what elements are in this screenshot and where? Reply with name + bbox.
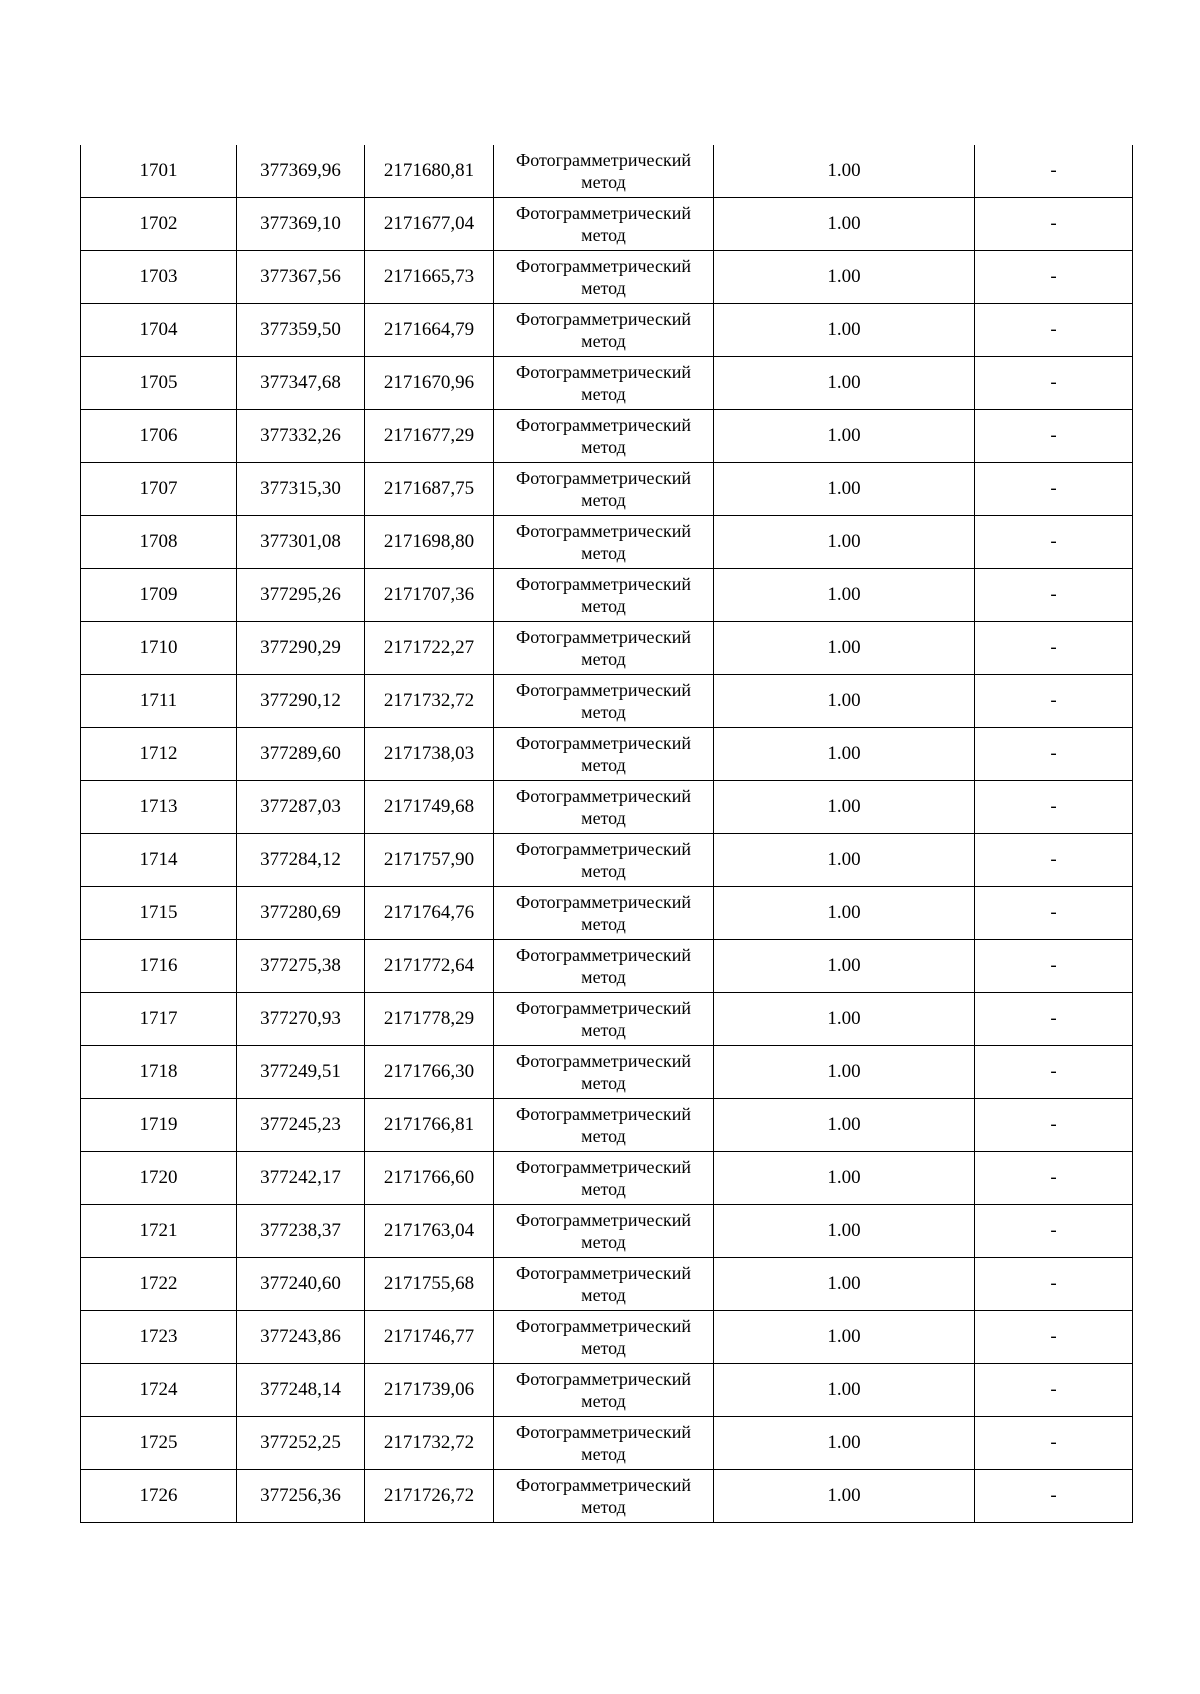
method-line-1: Фотограмметрический (516, 1316, 691, 1336)
method-cell (494, 728, 714, 781)
method-line-1: Фотограмметрический (516, 521, 691, 541)
method-line-1: Фотограмметрический (516, 309, 691, 329)
method-line-2: метод (581, 1126, 626, 1146)
method-line-2: метод (581, 649, 626, 669)
point-number-cell: 1705 (81, 357, 237, 410)
note-cell: - (975, 1152, 1133, 1205)
note-cell: - (975, 410, 1133, 463)
method-line-1: Фотограмметрический (516, 150, 691, 170)
x-coordinate-cell: 377301,08 (237, 516, 365, 569)
method-line-1: Фотограмметрический (516, 786, 691, 806)
x-coordinate-cell: 377289,60 (237, 728, 365, 781)
accuracy-cell: 1.00 (714, 781, 975, 834)
method-line-2: метод (581, 1497, 626, 1517)
accuracy-cell: 1.00 (714, 198, 975, 251)
x-coordinate-cell: 377270,93 (237, 993, 365, 1046)
accuracy-cell: 1.00 (714, 1152, 975, 1205)
table-row (81, 1099, 1133, 1152)
x-coordinate-cell: 377332,26 (237, 410, 365, 463)
method-line-1: Фотограмметрический (516, 203, 691, 223)
table-row (81, 781, 1133, 834)
note-cell: - (975, 887, 1133, 940)
y-coordinate-cell: 2171732,72 (365, 675, 494, 728)
accuracy-cell: 1.00 (714, 675, 975, 728)
y-coordinate-cell: 2171749,68 (365, 781, 494, 834)
accuracy-cell: 1.00 (714, 1311, 975, 1364)
table-row (81, 993, 1133, 1046)
point-number-cell: 1704 (81, 304, 237, 357)
note-cell: - (975, 1258, 1133, 1311)
point-number-cell: 1711 (81, 675, 237, 728)
accuracy-cell: 1.00 (714, 1417, 975, 1470)
y-coordinate-cell: 2171677,29 (365, 410, 494, 463)
table-row (81, 198, 1133, 251)
method-cell (494, 251, 714, 304)
point-number-cell: 1708 (81, 516, 237, 569)
method-line-1: Фотограмметрический (516, 998, 691, 1018)
accuracy-cell: 1.00 (714, 1046, 975, 1099)
x-coordinate-cell: 377240,60 (237, 1258, 365, 1311)
table-row (81, 1417, 1133, 1470)
note-cell: - (975, 304, 1133, 357)
accuracy-cell: 1.00 (714, 1258, 975, 1311)
accuracy-cell: 1.00 (714, 1470, 975, 1523)
y-coordinate-cell: 2171722,27 (365, 622, 494, 675)
method-cell (494, 410, 714, 463)
note-cell: - (975, 1099, 1133, 1152)
accuracy-cell: 1.00 (714, 993, 975, 1046)
x-coordinate-cell: 377315,30 (237, 463, 365, 516)
method-line-2: метод (581, 596, 626, 616)
y-coordinate-cell: 2171766,30 (365, 1046, 494, 1099)
accuracy-cell: 1.00 (714, 622, 975, 675)
method-line-2: метод (581, 331, 626, 351)
point-number-cell: 1703 (81, 251, 237, 304)
x-coordinate-cell: 377287,03 (237, 781, 365, 834)
y-coordinate-cell: 2171664,79 (365, 304, 494, 357)
x-coordinate-cell: 377275,38 (237, 940, 365, 993)
x-coordinate-cell: 377295,26 (237, 569, 365, 622)
note-cell: - (975, 675, 1133, 728)
table-row (81, 622, 1133, 675)
coordinates-table (80, 145, 1133, 1523)
y-coordinate-cell: 2171764,76 (365, 887, 494, 940)
method-cell (494, 1311, 714, 1364)
method-line-1: Фотограмметрический (516, 1157, 691, 1177)
note-cell: - (975, 1205, 1133, 1258)
y-coordinate-cell: 2171670,96 (365, 357, 494, 410)
point-number-cell: 1723 (81, 1311, 237, 1364)
method-line-2: метод (581, 278, 626, 298)
y-coordinate-cell: 2171726,72 (365, 1470, 494, 1523)
method-line-2: метод (581, 861, 626, 881)
accuracy-cell: 1.00 (714, 304, 975, 357)
x-coordinate-cell: 377290,29 (237, 622, 365, 675)
point-number-cell: 1724 (81, 1364, 237, 1417)
method-line-2: метод (581, 1020, 626, 1040)
method-line-2: метод (581, 384, 626, 404)
note-cell: - (975, 1046, 1133, 1099)
point-number-cell: 1713 (81, 781, 237, 834)
table-row (81, 887, 1133, 940)
point-number-cell: 1719 (81, 1099, 237, 1152)
x-coordinate-cell: 377256,36 (237, 1470, 365, 1523)
method-line-2: метод (581, 808, 626, 828)
table-row (81, 1152, 1133, 1205)
table-row (81, 251, 1133, 304)
point-number-cell: 1720 (81, 1152, 237, 1205)
method-line-1: Фотограмметрический (516, 1422, 691, 1442)
note-cell: - (975, 357, 1133, 410)
method-cell (494, 622, 714, 675)
table-row (81, 1258, 1133, 1311)
method-cell (494, 1152, 714, 1205)
note-cell: - (975, 781, 1133, 834)
table-row (81, 516, 1133, 569)
point-number-cell: 1710 (81, 622, 237, 675)
table-row (81, 357, 1133, 410)
accuracy-cell: 1.00 (714, 728, 975, 781)
method-cell (494, 887, 714, 940)
y-coordinate-cell: 2171680,81 (365, 145, 494, 198)
point-number-cell: 1717 (81, 993, 237, 1046)
method-line-2: метод (581, 437, 626, 457)
x-coordinate-cell: 377284,12 (237, 834, 365, 887)
x-coordinate-cell: 377359,50 (237, 304, 365, 357)
method-line-2: метод (581, 755, 626, 775)
method-line-2: метод (581, 1285, 626, 1305)
x-coordinate-cell: 377290,12 (237, 675, 365, 728)
y-coordinate-cell: 2171738,03 (365, 728, 494, 781)
note-cell: - (975, 728, 1133, 781)
point-number-cell: 1716 (81, 940, 237, 993)
method-line-2: метод (581, 1179, 626, 1199)
note-cell: - (975, 569, 1133, 622)
method-line-2: метод (581, 225, 626, 245)
method-cell (494, 993, 714, 1046)
table-row (81, 1470, 1133, 1523)
method-line-2: метод (581, 1338, 626, 1358)
method-line-2: метод (581, 967, 626, 987)
accuracy-cell: 1.00 (714, 940, 975, 993)
accuracy-cell: 1.00 (714, 887, 975, 940)
method-line-1: Фотограмметрический (516, 574, 691, 594)
y-coordinate-cell: 2171665,73 (365, 251, 494, 304)
note-cell: - (975, 1417, 1133, 1470)
x-coordinate-cell: 377245,23 (237, 1099, 365, 1152)
note-cell: - (975, 1311, 1133, 1364)
accuracy-cell: 1.00 (714, 357, 975, 410)
y-coordinate-cell: 2171677,04 (365, 198, 494, 251)
method-cell (494, 145, 714, 198)
note-cell: - (975, 834, 1133, 887)
note-cell: - (975, 198, 1133, 251)
x-coordinate-cell: 377242,17 (237, 1152, 365, 1205)
method-cell (494, 940, 714, 993)
method-line-1: Фотограмметрический (516, 256, 691, 276)
method-line-2: метод (581, 702, 626, 722)
method-line-1: Фотограмметрический (516, 468, 691, 488)
table-row (81, 410, 1133, 463)
method-line-1: Фотограмметрический (516, 1051, 691, 1071)
method-cell (494, 1417, 714, 1470)
y-coordinate-cell: 2171772,64 (365, 940, 494, 993)
table-row (81, 463, 1133, 516)
y-coordinate-cell: 2171687,75 (365, 463, 494, 516)
point-number-cell: 1702 (81, 198, 237, 251)
method-line-1: Фотограмметрический (516, 627, 691, 647)
method-line-2: метод (581, 1232, 626, 1252)
method-cell (494, 834, 714, 887)
y-coordinate-cell: 2171778,29 (365, 993, 494, 1046)
x-coordinate-cell: 377252,25 (237, 1417, 365, 1470)
note-cell: - (975, 993, 1133, 1046)
y-coordinate-cell: 2171766,81 (365, 1099, 494, 1152)
x-coordinate-cell: 377243,86 (237, 1311, 365, 1364)
point-number-cell: 1714 (81, 834, 237, 887)
note-cell: - (975, 516, 1133, 569)
table-row (81, 304, 1133, 357)
point-number-cell: 1712 (81, 728, 237, 781)
accuracy-cell: 1.00 (714, 251, 975, 304)
point-number-cell: 1707 (81, 463, 237, 516)
table-row (81, 940, 1133, 993)
method-line-1: Фотограмметрический (516, 839, 691, 859)
method-line-1: Фотограмметрический (516, 1475, 691, 1495)
table-row (81, 1046, 1133, 1099)
point-number-cell: 1722 (81, 1258, 237, 1311)
point-number-cell: 1726 (81, 1470, 237, 1523)
note-cell: - (975, 251, 1133, 304)
note-cell: - (975, 463, 1133, 516)
point-number-cell: 1715 (81, 887, 237, 940)
point-number-cell: 1706 (81, 410, 237, 463)
method-cell (494, 569, 714, 622)
y-coordinate-cell: 2171766,60 (365, 1152, 494, 1205)
x-coordinate-cell: 377238,37 (237, 1205, 365, 1258)
method-cell (494, 198, 714, 251)
y-coordinate-cell: 2171746,77 (365, 1311, 494, 1364)
point-number-cell: 1721 (81, 1205, 237, 1258)
accuracy-cell: 1.00 (714, 410, 975, 463)
note-cell: - (975, 1470, 1133, 1523)
note-cell: - (975, 622, 1133, 675)
table-row (81, 569, 1133, 622)
method-line-2: метод (581, 543, 626, 563)
method-line-1: Фотограмметрический (516, 1210, 691, 1230)
method-cell (494, 781, 714, 834)
method-cell (494, 1258, 714, 1311)
table-row (81, 1364, 1133, 1417)
method-cell (494, 357, 714, 410)
x-coordinate-cell: 377369,96 (237, 145, 365, 198)
method-line-1: Фотограмметрический (516, 415, 691, 435)
table-row (81, 834, 1133, 887)
note-cell: - (975, 940, 1133, 993)
method-cell (494, 675, 714, 728)
method-line-2: метод (581, 1391, 626, 1411)
method-cell (494, 463, 714, 516)
y-coordinate-cell: 2171755,68 (365, 1258, 494, 1311)
method-line-2: метод (581, 914, 626, 934)
table-row (81, 728, 1133, 781)
method-line-1: Фотограмметрический (516, 945, 691, 965)
method-line-1: Фотограмметрический (516, 1104, 691, 1124)
method-cell (494, 1470, 714, 1523)
method-line-1: Фотограмметрический (516, 1263, 691, 1283)
method-cell (494, 516, 714, 569)
method-line-2: метод (581, 1444, 626, 1464)
method-cell (494, 1205, 714, 1258)
method-cell (494, 1364, 714, 1417)
x-coordinate-cell: 377248,14 (237, 1364, 365, 1417)
note-cell: - (975, 145, 1133, 198)
method-cell (494, 1046, 714, 1099)
point-number-cell: 1718 (81, 1046, 237, 1099)
note-cell: - (975, 1364, 1133, 1417)
method-cell (494, 1099, 714, 1152)
method-line-1: Фотограмметрический (516, 1369, 691, 1389)
x-coordinate-cell: 377369,10 (237, 198, 365, 251)
table-row (81, 1205, 1133, 1258)
table-row (81, 1311, 1133, 1364)
y-coordinate-cell: 2171739,06 (365, 1364, 494, 1417)
method-line-2: метод (581, 1073, 626, 1093)
coordinates-table-body (81, 145, 1133, 1523)
accuracy-cell: 1.00 (714, 516, 975, 569)
y-coordinate-cell: 2171732,72 (365, 1417, 494, 1470)
accuracy-cell: 1.00 (714, 1205, 975, 1258)
method-line-1: Фотограмметрический (516, 362, 691, 382)
y-coordinate-cell: 2171698,80 (365, 516, 494, 569)
accuracy-cell: 1.00 (714, 145, 975, 198)
method-line-2: метод (581, 490, 626, 510)
x-coordinate-cell: 377347,68 (237, 357, 365, 410)
accuracy-cell: 1.00 (714, 834, 975, 887)
method-line-1: Фотограмметрический (516, 680, 691, 700)
point-number-cell: 1709 (81, 569, 237, 622)
y-coordinate-cell: 2171707,36 (365, 569, 494, 622)
method-line-2: метод (581, 172, 626, 192)
accuracy-cell: 1.00 (714, 569, 975, 622)
table-row (81, 145, 1133, 198)
method-cell (494, 304, 714, 357)
x-coordinate-cell: 377367,56 (237, 251, 365, 304)
point-number-cell: 1701 (81, 145, 237, 198)
accuracy-cell: 1.00 (714, 1364, 975, 1417)
method-line-1: Фотограмметрический (516, 892, 691, 912)
y-coordinate-cell: 2171763,04 (365, 1205, 494, 1258)
method-line-1: Фотограмметрический (516, 733, 691, 753)
table-row (81, 675, 1133, 728)
accuracy-cell: 1.00 (714, 1099, 975, 1152)
x-coordinate-cell: 377280,69 (237, 887, 365, 940)
accuracy-cell: 1.00 (714, 463, 975, 516)
y-coordinate-cell: 2171757,90 (365, 834, 494, 887)
point-number-cell: 1725 (81, 1417, 237, 1470)
x-coordinate-cell: 377249,51 (237, 1046, 365, 1099)
